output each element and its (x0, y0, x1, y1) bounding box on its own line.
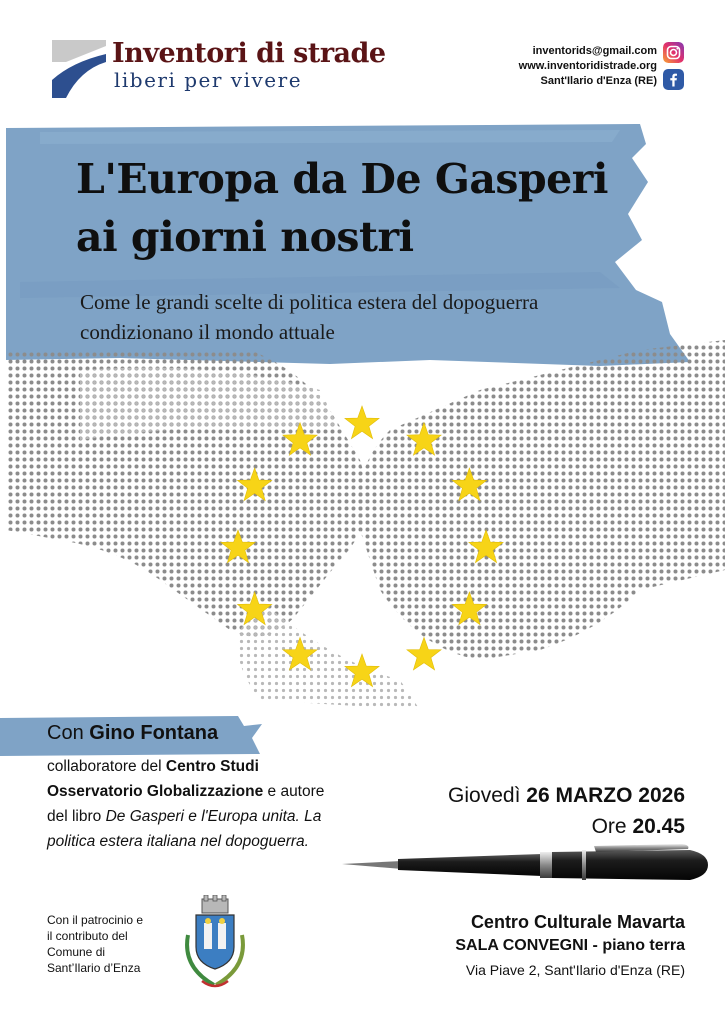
patronage-note (47, 912, 143, 976)
event-title (76, 150, 608, 266)
patronage-line-3: Comune di (47, 945, 106, 959)
social-icons (663, 42, 685, 96)
facebook-icon[interactable] (663, 69, 684, 90)
contact-email[interactable]: inventorids@gmail.com (532, 45, 657, 57)
handshake-right-hand (358, 340, 725, 660)
handshake-illustration (0, 330, 725, 720)
title-line-2: ai giorni nostri (76, 213, 414, 261)
fountain-pen-icon (342, 840, 712, 888)
venue-name: Centro Culturale Mavarta (470, 912, 685, 932)
contact-website[interactable]: www.inventoridistrade.org (518, 60, 657, 72)
contact-location: Sant'Ilario d'Enza (RE) (540, 75, 657, 87)
book-title-2: politica estera italiana nel dopoguerra. (47, 833, 309, 850)
event-time: 20.45 (632, 815, 685, 838)
event-time-label: Ore (591, 815, 627, 838)
bio-text-2: e autore (267, 783, 325, 800)
book-title-1: De Gasperi e l'Europa unita. La (105, 808, 322, 825)
event-datetime (448, 780, 685, 842)
patronage-line-1: Con il patrocinio e (47, 913, 144, 927)
patronage-line-4: Sant’Ilario d’Enza (47, 961, 141, 975)
municipal-crest-icon (180, 895, 250, 995)
bio-org-1: Centro Studi (165, 758, 259, 775)
venue-address: Via Piave 2, Sant'Ilario d'Enza (RE) (465, 962, 685, 978)
venue-block (455, 910, 685, 982)
bio-text-1: collaboratore del (47, 758, 162, 775)
eu-star-icon (345, 406, 379, 439)
speaker-name: Gino Fontana (89, 722, 219, 744)
speaker-prefix: Con (47, 722, 84, 744)
venue-room: SALA CONVEGNI - piano terra (455, 937, 685, 954)
subtitle-line-2: condizionano il mondo attuale (80, 320, 335, 344)
bio-text-3: del libro (47, 808, 102, 825)
speaker-line (47, 722, 218, 745)
logo (52, 38, 386, 100)
patronage-line-2: il contributo del (47, 929, 128, 943)
speaker-bio (47, 754, 377, 854)
instagram-icon[interactable] (663, 42, 684, 63)
subtitle-line-1: Come le grandi scelte di politica estera del dopoguerra (80, 290, 539, 314)
title-line-1: L'Europa da De Gasperi (76, 155, 608, 203)
logo-mark-icon (52, 40, 106, 98)
contact-block (519, 44, 657, 89)
event-day: Giovedì (448, 784, 521, 807)
event-date: 26 MARZO 2026 (526, 784, 685, 807)
handshake-cuff (238, 600, 421, 710)
bio-org-2: Osservatorio Globalizzazione (47, 783, 264, 800)
logo-title: Inventori di strade (112, 38, 386, 69)
logo-subtitle: liberi per vivere (114, 68, 303, 92)
